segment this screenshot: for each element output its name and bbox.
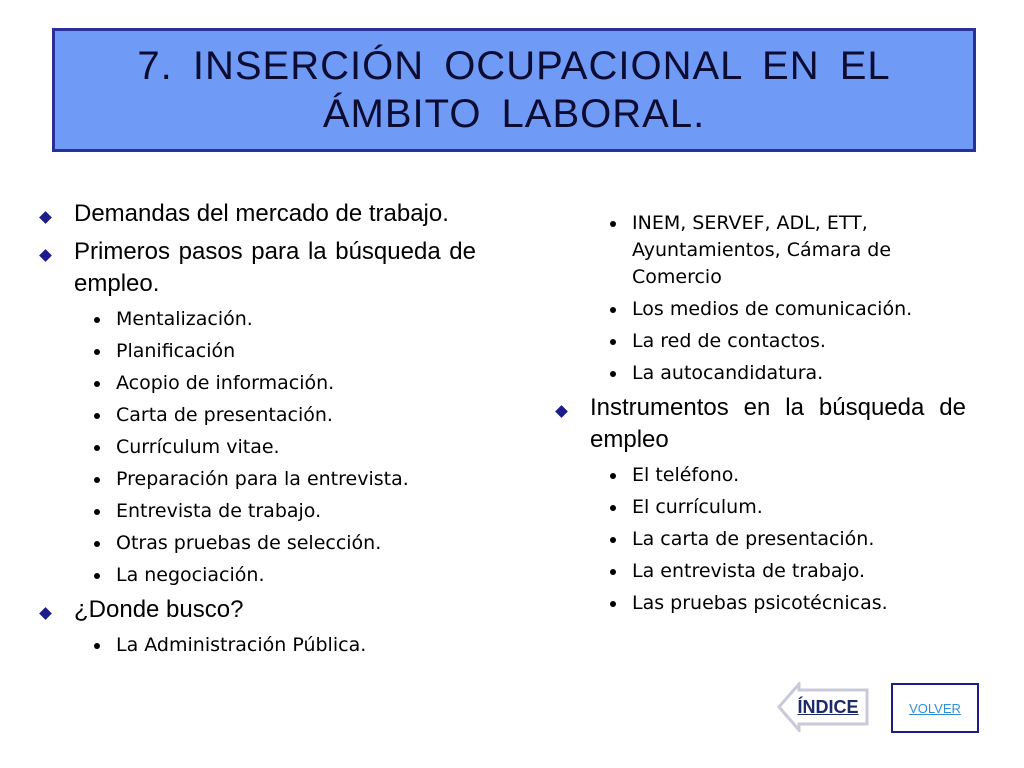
list-item xyxy=(94,498,476,525)
primeros-pasos-subitem-8: Otras pruebas de selección. xyxy=(116,532,382,554)
list-item xyxy=(40,594,476,626)
list-item xyxy=(610,360,966,387)
primeros-pasos-subitem-1: Mentalización. xyxy=(116,308,253,330)
dot-bullet-icon xyxy=(94,573,100,579)
dot-bullet-icon xyxy=(610,339,616,345)
dot-bullet-icon xyxy=(94,349,100,355)
instrumentos-subitem-3: La carta de presentación. xyxy=(632,528,875,550)
dot-bullet-icon xyxy=(94,381,100,387)
indice-button[interactable] xyxy=(777,682,869,732)
list-item xyxy=(610,558,966,585)
dot-bullet-icon xyxy=(610,505,616,511)
dot-bullet-icon xyxy=(610,221,616,227)
donde-busco-subitem-1: La Administración Pública. xyxy=(116,634,367,656)
dot-bullet-icon xyxy=(94,413,100,419)
primeros-pasos-subitem-9: La negociación. xyxy=(116,564,265,586)
instrumentos-subitem-4: La entrevista de trabajo. xyxy=(632,560,866,582)
list-item xyxy=(556,392,966,456)
primeros-pasos-subitem-6: Preparación para la entrevista. xyxy=(116,468,409,490)
right-column xyxy=(556,210,966,622)
dot-bullet-icon xyxy=(94,445,100,451)
title-line-1: 7. INSERCIÓN OCUPACIONAL EN EL xyxy=(137,44,891,88)
list-item xyxy=(94,306,476,333)
sub-list-donde-busco xyxy=(40,632,476,659)
list-item xyxy=(94,530,476,557)
donde-busco-subitem-cont-3: La red de contactos. xyxy=(632,330,826,352)
list-item xyxy=(40,198,476,230)
sub-list-primeros-pasos xyxy=(40,306,476,589)
dot-bullet-icon xyxy=(610,601,616,607)
primeros-pasos-subitem-7: Entrevista de trabajo. xyxy=(116,500,322,522)
donde-busco-subitem-cont-2: Los medios de comunicación. xyxy=(632,298,913,320)
primeros-pasos-subitem-3: Acopio de información. xyxy=(116,372,335,394)
volver-link[interactable]: VOLVER xyxy=(909,700,961,716)
list-item xyxy=(610,328,966,355)
instrumentos-subitem-5: Las pruebas psicotécnicas. xyxy=(632,592,888,614)
list-item xyxy=(610,210,966,291)
sub-list-donde-busco-continued xyxy=(556,210,966,387)
diamond-bullet-icon xyxy=(556,406,568,418)
volver-button[interactable] xyxy=(891,683,979,733)
primeros-pasos-subitem-5: Currículum vitae. xyxy=(116,436,280,458)
indice-link[interactable]: ÍNDICE xyxy=(797,697,859,717)
diamond-bullet-icon xyxy=(40,212,52,224)
dot-bullet-icon xyxy=(94,643,100,649)
dot-bullet-icon xyxy=(610,473,616,479)
bullet-donde-busco: ¿Donde busco? xyxy=(74,596,244,623)
sub-list-instrumentos xyxy=(556,462,966,617)
diamond-bullet-icon xyxy=(40,608,52,620)
dot-bullet-icon xyxy=(94,541,100,547)
bullet-primeros-pasos: Primeros pasos para la búsqueda de empleo. xyxy=(74,238,476,297)
list-item xyxy=(94,338,476,365)
instrumentos-subitem-2: El currículum. xyxy=(632,496,763,518)
primeros-pasos-subitem-2: Planificación xyxy=(116,340,236,362)
list-item xyxy=(94,632,476,659)
instrumentos-subitem-1: El teléfono. xyxy=(632,464,740,486)
list-item xyxy=(40,236,476,300)
dot-bullet-icon xyxy=(610,371,616,377)
diamond-bullet-icon xyxy=(40,250,52,262)
list-item xyxy=(610,526,966,553)
list-item xyxy=(94,466,476,493)
list-item xyxy=(94,434,476,461)
dot-bullet-icon xyxy=(94,317,100,323)
list-item xyxy=(94,562,476,589)
dot-bullet-icon xyxy=(610,569,616,575)
dot-bullet-icon xyxy=(94,477,100,483)
dot-bullet-icon xyxy=(94,509,100,515)
donde-busco-subitem-cont-1: INEM, SERVEF, ADL, ETT, Ayuntamientos, Cámara de Comercio xyxy=(632,212,892,288)
dot-bullet-icon xyxy=(610,307,616,313)
left-column xyxy=(40,198,476,664)
list-item xyxy=(94,402,476,429)
list-item xyxy=(610,296,966,323)
list-item xyxy=(610,590,966,617)
list-item xyxy=(610,462,966,489)
dot-bullet-icon xyxy=(610,537,616,543)
primeros-pasos-subitem-4: Carta de presentación. xyxy=(116,404,333,426)
bullet-instrumentos: Instrumentos en la búsqueda de empleo xyxy=(590,394,966,453)
list-item xyxy=(610,494,966,521)
bullet-demandas: Demandas del mercado de trabajo. xyxy=(74,200,449,227)
title-line-2: ÁMBITO LABORAL. xyxy=(322,92,706,136)
slide-title xyxy=(124,42,904,138)
donde-busco-subitem-cont-4: La autocandidatura. xyxy=(632,362,824,384)
title-banner xyxy=(52,28,976,152)
list-item xyxy=(94,370,476,397)
